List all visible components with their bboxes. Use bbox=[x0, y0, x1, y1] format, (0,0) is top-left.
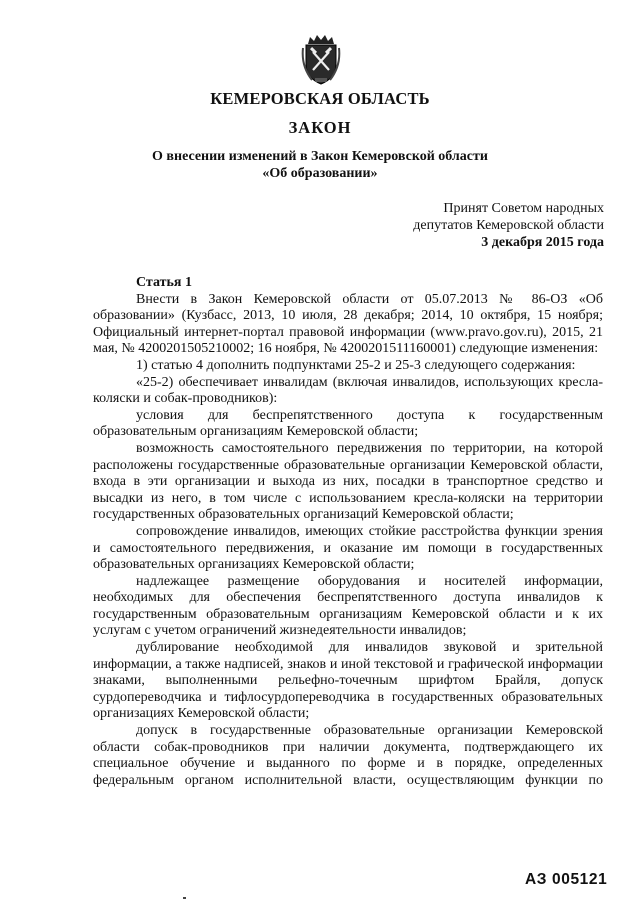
paragraph-1: Внести в Закон Кемеровской области от 05.07.2013 № 86-ОЗ «Об образовании» (Кузбасс, 2013, 10 июля, 28 декабря; 2014, 10 октября, 15 ноября; Официальный интернет-портал правовой информации (www.pravo.gov.ru), 2015, 21 мая, № 4200201505210002; 16 ноября, № 4200201511160001) следующие изменения: bbox=[93, 291, 603, 357]
paragraph-8: дублирование необходимой для инвалидов звуковой и зрительной информации, а также надписей, знаков и иной текстовой и графической информации знаками, выполненными рельефно-точечным шрифтом Брайля, допуск сурдопереводчика и тифлосурдопереводчика в государственных образовательных организациях Кемеровской области; bbox=[93, 640, 603, 722]
law-title bbox=[0, 148, 640, 182]
adoption-date: 3 декабря 2015 года bbox=[481, 235, 604, 250]
paragraph-2: 1) статью 4 дополнить подпунктами 25-2 и 25-3 следующего содержания: bbox=[136, 357, 576, 373]
law-body bbox=[93, 275, 603, 789]
paragraph-3: «25-2) обеспечивает инвалидам (включая инвалидов, использующих кресла-коляски и собак-проводников): bbox=[93, 374, 603, 407]
paragraph-6: сопровождение инвалидов, имеющих стойкие расстройства функции зрения и самостоятельного передвижения, и оказание им помощи в государственных образовательных организациях Кемеровской области; bbox=[93, 523, 603, 573]
page-mark bbox=[183, 897, 186, 899]
adoption-block bbox=[413, 200, 604, 251]
article-heading: Статья 1 bbox=[136, 275, 192, 290]
adoption-line-2: депутатов Кемеровской области bbox=[413, 218, 604, 233]
paragraph-5: возможность самостоятельного передвижения по территории, на которой расположены государственные образовательные организации Кемеровской области, входа в эти организации и выхода из них, посадки в транспортное средство и высадки из него, в том числе с использованием кресла-коляски на территории государственных образовательных организаций Кемеровской области; bbox=[93, 440, 603, 523]
adoption-line-1: Принят Советом народных bbox=[443, 201, 604, 216]
law-title-line-1: О внесении изменений в Закон Кемеровской области bbox=[152, 149, 488, 164]
law-title-line-2: «Об образовании» bbox=[262, 166, 378, 181]
paragraph-4: условия для беспрепятственного доступа к государственным образовательным организациям Кемеровской области; bbox=[93, 407, 603, 440]
region-name: КЕМЕРОВСКАЯ ОБЛАСТЬ bbox=[210, 89, 430, 108]
paragraph-7: надлежащее размещение оборудования и носителей информации, необходимых для обеспечения беспрепятственного доступа инвалидов к государственным образовательным организациям Кемеровской области и к их услугам с учетом ограничений жизнедеятельности инвалидов; bbox=[93, 573, 603, 639]
document-type: ЗАКОН bbox=[288, 118, 352, 137]
serial-number: АЗ 005121 bbox=[525, 871, 608, 888]
kemerovo-coat-of-arms-icon bbox=[300, 34, 342, 86]
paragraph-9: допуск в государственные образовательные организации Кемеровской области собак-проводников при наличии документа, подтверждающего их специальное обучение и выданного по форме и в порядке, определенных федеральным органом исполнительной власти, осуществляющим функции по bbox=[93, 723, 603, 788]
